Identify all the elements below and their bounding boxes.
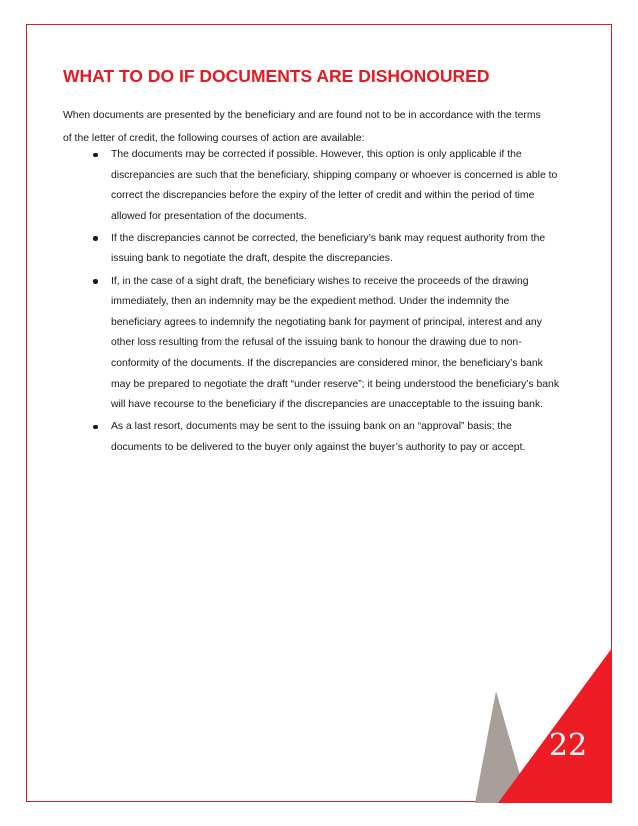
bullet-line: conformity of the documents. If the discrepancies are considered minor, the beneficiary’s bank (111, 357, 543, 369)
bullet-line: As a last resort, documents may be sent to the issuing bank on an “approval” basis; the (111, 421, 512, 433)
bullet-line: If the discrepancies cannot be corrected, the beneficiary’s bank may request authority from the (111, 232, 546, 244)
bullet-line: other loss resulting from the refusal of the issuing bank to honour the drawing due to non- (111, 337, 522, 349)
bullet-line: will have recourse to the beneficiary if the discrepancies are unacceptable to the issuing bank. (111, 399, 544, 411)
bullet-line: immediately, then an indemnity may be the expedient method. Under the indemnity the (111, 296, 510, 308)
bullet-line: beneficiary agrees to indemnify the negotiating bank for payment of principal, interest and any (111, 316, 542, 328)
bullet-line: discrepancies are such that the beneficiary, shipping company or whoever is concerned is able to (111, 169, 558, 181)
bullet-line: The documents may be corrected if possible. However, this option is only applicable if the (111, 149, 522, 160)
bullet-line: documents to be delivered to the buyer only against the buyer’s authority to pay or accept. (111, 441, 526, 453)
bullet-line: issuing bank to negotiate the draft, despite the discrepancies. (111, 253, 393, 265)
intro-line: When documents are presented by the beneficiary and are found not to be in accordance with the terms (63, 110, 541, 121)
bullet-line: correct the discrepancies before the expiry of the letter of credit and within the period of time (111, 190, 535, 202)
page-heading: WHAT TO DO IF DOCUMENTS ARE DISHONOURED (63, 66, 490, 86)
bullet-line: If, in the case of a sight draft, the beneficiary wishes to receive the proceeds of the drawing (111, 275, 529, 287)
intro-line: of the letter of credit, the following courses of action are available: (63, 133, 365, 144)
page-number: 22 (548, 728, 588, 763)
bullet-line: allowed for presentation of the documents. (111, 210, 307, 222)
bullet-line: may be prepared to negotiate the draft “under reserve”; it being understood the beneficiary’s bank (111, 378, 560, 390)
